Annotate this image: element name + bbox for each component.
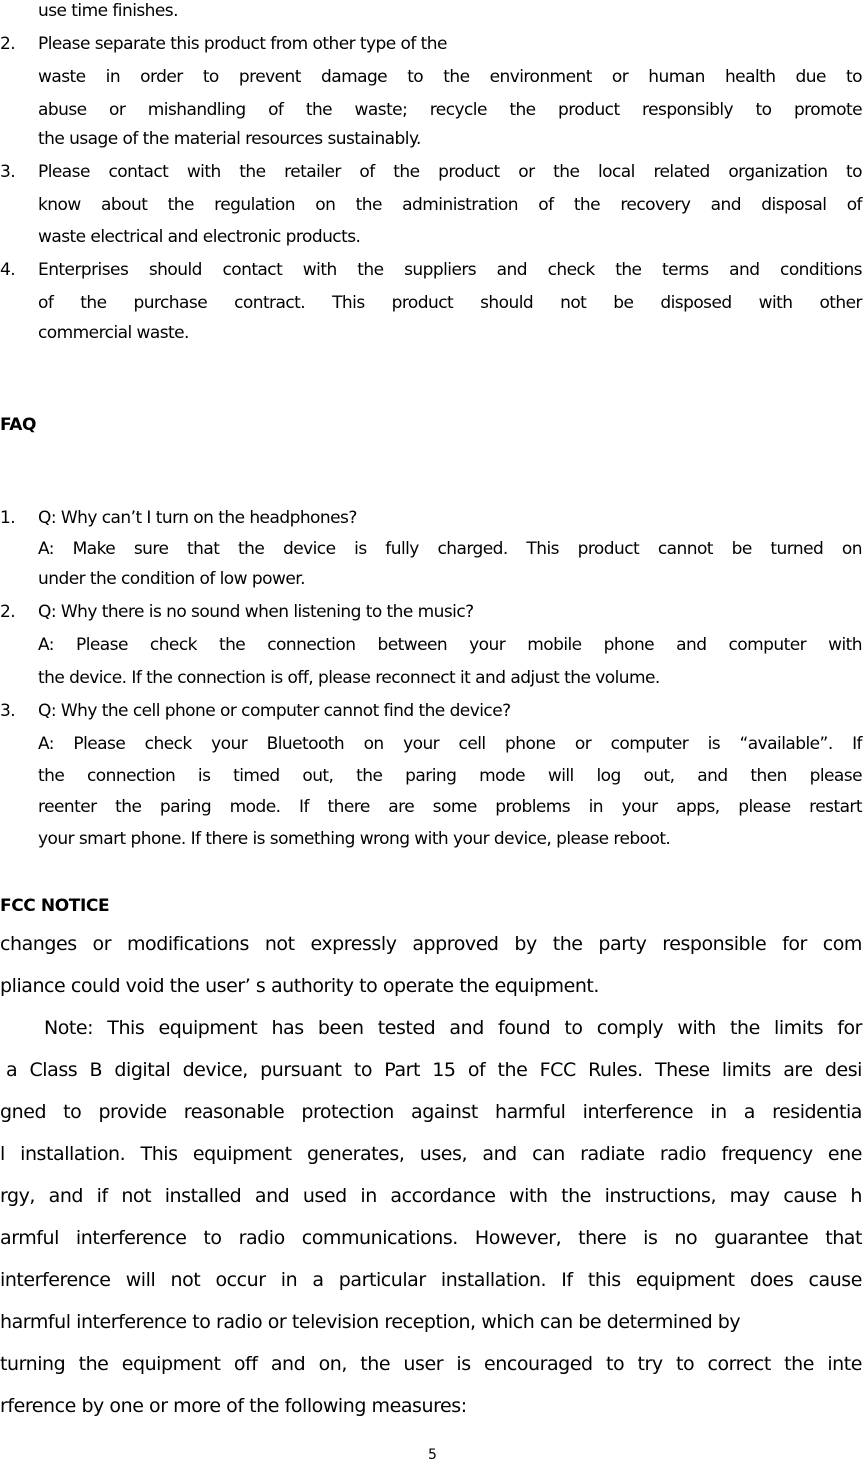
- faq-number: 2.: [0, 602, 16, 622]
- faq-answer: under the condition of low power.: [38, 569, 305, 589]
- faq-answer: the connection is timed out, the paring mode will log out, and then please: [38, 766, 862, 786]
- fcc-paragraph-line: pliance could void the user’ s authority to operate the equipment.: [0, 975, 600, 997]
- list-item-text: waste electrical and electronic products.: [38, 227, 361, 247]
- faq-answer: your smart phone. If there is something wrong with your device, please reboot.: [38, 829, 671, 849]
- page-number: 5: [428, 1447, 437, 1463]
- list-item-text: of the purchase contract. This product should not be disposed with other: [38, 293, 862, 313]
- faq-answer: reenter the paring mode. If there are some problems in your apps, please restart: [38, 797, 862, 817]
- faq-question: Q: Why can’t I turn on the headphones?: [38, 508, 357, 528]
- list-item-text: abuse or mishandling of the waste; recycle the product responsibly to promote: [38, 100, 862, 120]
- fcc-paragraph-line: Note: This equipment has been tested and found to comply with the limits for: [44, 1017, 862, 1039]
- faq-answer: the device. If the connection is off, please reconnect it and adjust the volume.: [38, 668, 660, 688]
- faq-heading: FAQ: [0, 415, 37, 435]
- faq-answer: A: Make sure that the device is fully charged. This product cannot be turned on: [38, 539, 862, 559]
- faq-answer: A: Please check your Bluetooth on your cell phone or computer is “available”. If: [38, 734, 862, 754]
- list-item-text: Enterprises should contact with the suppliers and check the terms and conditions: [38, 260, 862, 280]
- fcc-paragraph-line: l installation. This equipment generates, uses, and can radiate radio frequency ene: [0, 1143, 862, 1165]
- list-item-text: Please contact with the retailer of the product or the local related organization to: [38, 162, 862, 182]
- list-item-text: Please separate this product from other type of the: [38, 34, 447, 54]
- fcc-paragraph-line: harmful interference to radio or television reception, which can be determined by: [0, 1311, 741, 1333]
- faq-question: Q: Why there is no sound when listening to the music?: [38, 602, 474, 622]
- faq-number: 3.: [0, 701, 16, 721]
- list-continuation-text: use time finishes.: [38, 1, 178, 21]
- fcc-paragraph-line: armful interference to radio communications. However, there is no guarantee that: [0, 1227, 862, 1249]
- list-item-text: waste in order to prevent damage to the environment or human health due to: [38, 67, 862, 87]
- fcc-paragraph-line: interference will not occur in a particular installation. If this equipment does cause: [0, 1269, 862, 1291]
- list-number: 4.: [0, 260, 16, 280]
- fcc-paragraph-line: changes or modifications not expressly approved by the party responsible for com: [0, 933, 862, 955]
- list-item-text: know about the regulation on the administration of the recovery and disposal of: [38, 195, 862, 215]
- faq-answer: A: Please check the connection between your mobile phone and computer with: [38, 635, 862, 655]
- fcc-paragraph-line: a Class B digital device, pursuant to Part 15 of the FCC Rules. These limits are desi: [6, 1059, 862, 1081]
- fcc-paragraph-line: gned to provide reasonable protection against harmful interference in a residentia: [0, 1101, 862, 1123]
- list-item-text: the usage of the material resources sustainably.: [38, 129, 421, 149]
- list-item-text: commercial waste.: [38, 323, 189, 343]
- faq-number: 1.: [0, 508, 16, 528]
- fcc-paragraph-line: rgy, and if not installed and used in accordance with the instructions, may cause h: [0, 1185, 862, 1207]
- faq-question: Q: Why the cell phone or computer cannot find the device?: [38, 701, 511, 721]
- list-number: 2.: [0, 34, 16, 54]
- list-number: 3.: [0, 162, 16, 182]
- fcc-paragraph-line: turning the equipment off and on, the user is encouraged to try to correct the inte: [0, 1353, 862, 1375]
- fcc-paragraph-line: rference by one or more of the following measures:: [0, 1395, 467, 1417]
- fcc-heading: FCC NOTICE: [0, 896, 110, 916]
